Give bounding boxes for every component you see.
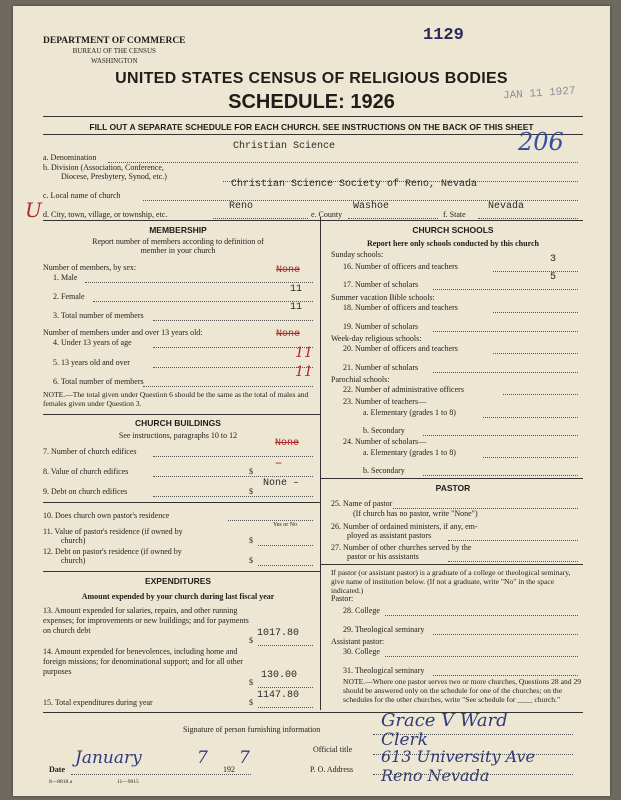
county-value: Washoe — [353, 201, 390, 212]
address-line1: 613 University Ave — [381, 747, 535, 766]
form-title: UNITED STATES CENSUS OF RELIGIOUS BODIES — [115, 70, 508, 87]
serial-number: 1129 — [423, 26, 464, 45]
q6-value: 11 — [295, 364, 313, 380]
census-schedule-form: DEPARTMENT OF COMMERCE BUREAU OF THE CENSUS WASHINGTON 1129 JAN 11 1927 UNITED STATES CENSUS OF RELIGIOUS BODIES SCHEDULE: 1926 FILL OUT A SEPARATE SCHEDULE FOR EACH CHURCH. SEE INSTRUCTIONS ON THE BACK OF THIS SHEET 206 a. Denomination Christian Science b. Division (Association, Conference, Diocese, Presbytery, Synod, etc.) c. Local name of church Christian Science Society of Reno, Nevada U d. City, town, village, or township, etc. Reno e. County Washoe f. State Nevada MEMBERSHIP Report number of members according to definition of member in your church Number of members, by sex: 1. Male None 2. Female 11 3. Total number of members 11 Number of members under and over 13 years old: 4. Under 13 years of age None 5. 13 years old and over 11 6. Total number of members 11 NOTE.—The total given under Question 6 should be the same as the total of males and females given under Question 3. CHURCH BUILDINGS See instructions, paragraphs 10 to 12 7. Number of church edifices None 8. Value of church edifices $ – 9. Debt on church edifices $ None – 10. Does church own pastor's residence Yes or No 11. Value of pastor's residence (if owned by church) $ 12. Debt on pastor's residence (if owned by church) $ EXPENDITURES Amount expended by your church during last fiscal year 13. Amount expended for salaries, repairs, and other running expenses; for improvements or new buildings; and for payments on church debt $ 1017.80 14. Amount expended for benevolences, including home and foreign missions; for denominational support; and for all other purposes $ 130.00 15. Total expenditures during year $ 1147.80 CHURCH SCHOOLS Report here only schools conducted by this church Sunday schools: 16. Number of officers and teachers 3 17. Number of scholars 5 Summer vacation Bible schools: 18. Number of officers and teachers 19. Number of scholars Week-day religious schools: 20. Number of officers and teachers 21. Number of scholars Parochial schools: 22. Number of administrative officers 23. Number of teachers— a. Elementary (grades 1 to 8) b. Secondary 24. Number of scholars— a. Elementary (grades 1 to 8) b. Secondary PASTOR 25. Name of pastor (If church has no pastor, write "None") 26. Number of ordained ministers, if any, em- ployed as assistant pastors 27. Number of other churches served by the pastor or his assistants If pastor (or assistant pastor) is a graduate of a college or theological seminary, give name of institution below. (If not a graduate, write "No" in the space indicated.) Pastor: 28. College 29. Theological seminary Assistant pastor: 30. College 31. Theological seminary NOTE.—Where one pastor serves two or more churches, Questions 28 and 29 should be answered only on the schedule for one of the churches; on the schedules for the other churches, write "See schedule for ____ church." Signature of person furnishing information Grace V Ward Official title Clerk P. O. Address 613 University Ave Reno Nevada Date January 7 192 7 8—8818 a 11—9015 — [13, 6, 610, 796]
local-name-value: Christian Science Society of Reno, Nevada — [231, 179, 478, 190]
city-value: Reno — [229, 201, 254, 212]
q16-value: 3 — [550, 254, 557, 265]
column-divider — [320, 217, 321, 710]
county-label: e. County — [311, 210, 343, 219]
q2-value: 11 — [290, 284, 303, 295]
state-label: f. State — [443, 210, 466, 219]
pastor-heading: PASTOR — [435, 483, 471, 493]
date-year-digit: 7 — [239, 748, 250, 768]
q3-value: 11 — [290, 302, 303, 313]
instructions-line: FILL OUT A SEPARATE SCHEDULE FOR EACH CHURCH. SEE INSTRUCTIONS ON THE BACK OF THIS SHEET — [89, 122, 534, 132]
q9-value: None – — [263, 478, 300, 489]
divider — [43, 116, 583, 117]
q13-value: 1017.80 — [257, 628, 300, 639]
signature-value: Grace V Ward — [381, 710, 508, 731]
q8-value: – — [275, 455, 282, 471]
membership-heading: MEMBERSHIP — [149, 225, 207, 235]
q15-value: 1147.80 — [257, 690, 300, 701]
denomination-label: a. Denomination — [43, 153, 97, 162]
q1-value: None — [276, 265, 301, 276]
city-label: d. City, town, village, or township, etc. — [43, 210, 168, 219]
q14-value: 130.00 — [261, 670, 298, 681]
local-name-label: c. Local name of church — [43, 191, 121, 200]
q17-value: 5 — [550, 272, 557, 283]
divider — [43, 134, 583, 135]
church-buildings-heading: CHURCH BUILDINGS — [135, 418, 221, 428]
date-day: 7 — [197, 748, 208, 768]
q4-value: None — [276, 329, 301, 340]
received-stamp: JAN 11 1927 — [502, 85, 576, 103]
official-title-value: Clerk — [381, 730, 428, 750]
address-line2: Reno Nevada — [381, 766, 490, 785]
expenditures-heading: EXPENDITURES — [144, 576, 212, 586]
q7-value: None — [275, 438, 300, 449]
schedule-code: 206 — [518, 128, 564, 156]
form-subtitle: SCHEDULE: 1926 — [228, 91, 395, 113]
church-schools-heading: CHURCH SCHOOLS — [412, 225, 494, 235]
q5-value: 11 — [295, 345, 313, 361]
margin-mark: U — [25, 198, 42, 222]
date-month: January — [75, 748, 142, 768]
division-label: b. Division (Association, Conference, — [43, 163, 164, 172]
department-header: DEPARTMENT OF COMMERCE BUREAU OF THE CENSUS WASHINGTON — [43, 36, 186, 65]
state-value: Nevada — [488, 201, 525, 212]
denomination-value: Christian Science — [233, 141, 336, 152]
